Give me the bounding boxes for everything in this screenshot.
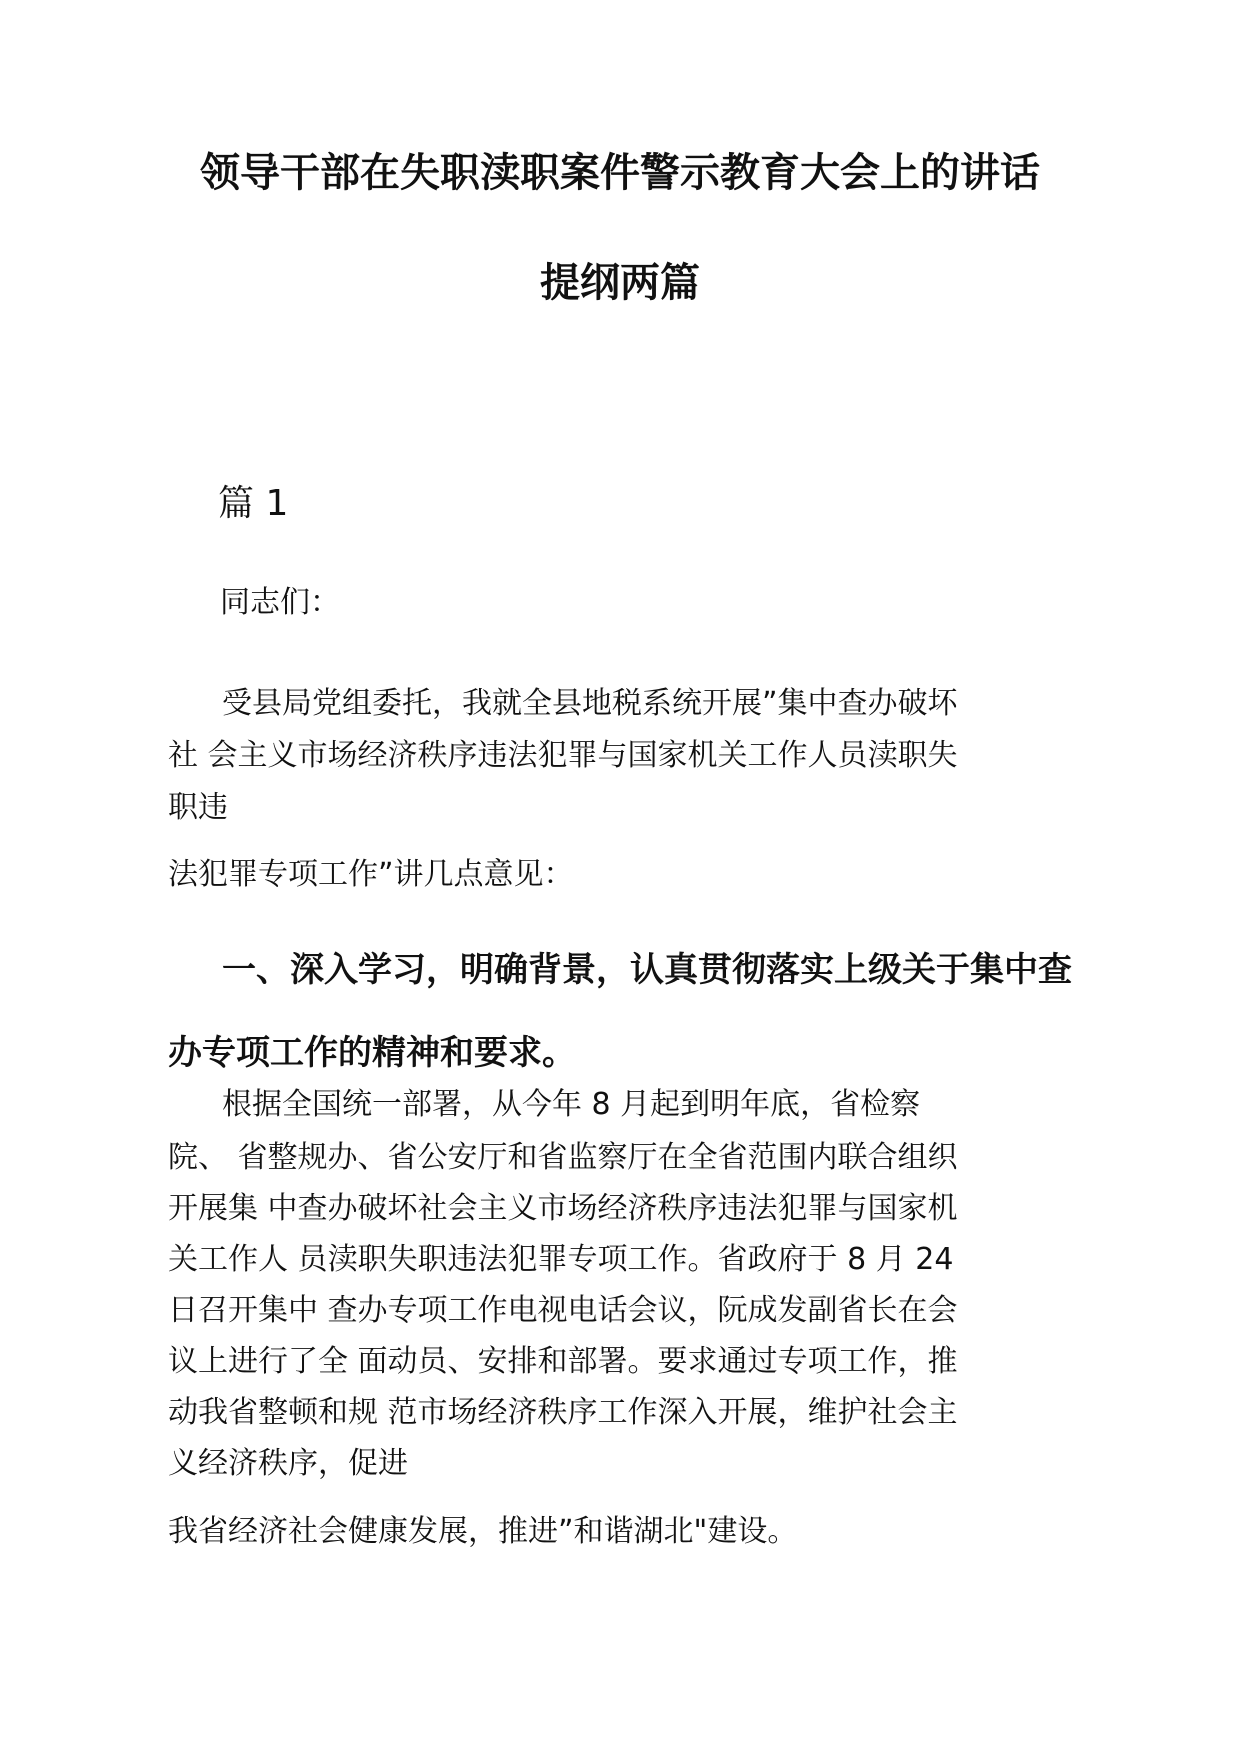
paragraph-line: 动我省整顿和规 范市场经济秩序工作深入开展，维护社会主	[168, 1395, 958, 1430]
intro-line: 受县局党组委托，我就全县地税系统开展”集中查办破坏	[222, 686, 958, 721]
paragraph-line: 我省经济社会健康发展，推进”和谐湖北"建设。	[168, 1514, 798, 1549]
paragraph-line: 开展集 中查办破坏社会主义市场经济秩序违法犯罪与国家机	[168, 1191, 958, 1226]
paragraph-line: 议上进行了全 面动员、安排和部署。要求通过专项工作，推	[168, 1344, 958, 1379]
paragraph-line: 院、 省整规办、省公安厅和省监察厅在全省范围内联合组织	[168, 1140, 958, 1175]
paragraph-line: 日召开集中 查办专项工作电视电话会议，阮成发副省长在会	[168, 1293, 958, 1328]
section-label: 篇 1	[218, 483, 289, 524]
intro-line: 职违	[168, 790, 228, 825]
document-title-line-2: 提纲两篇	[540, 260, 700, 306]
section-heading-line: 一、深入学习，明确背景，认真贯彻落实上级关于集中查	[222, 950, 1072, 990]
intro-line: 法犯罪专项工作”讲几点意见：	[168, 857, 574, 892]
paragraph-line: 关工作人 员渎职失职违法犯罪专项工作。省政府于 8 月 24	[168, 1242, 954, 1277]
document-title-line-1: 领导干部在失职渎职案件警示教育大会上的讲话	[200, 150, 1040, 196]
paragraph-line: 义经济秩序，促进	[168, 1446, 408, 1481]
paragraph-line: 根据全国统一部署，从今年 8 月起到明年底，省检察	[222, 1087, 921, 1122]
intro-line: 社 会主义市场经济秩序违法犯罪与国家机关工作人员渎职失	[168, 738, 958, 773]
salutation: 同志们：	[220, 585, 340, 620]
section-heading-line: 办专项工作的精神和要求。	[168, 1033, 576, 1073]
